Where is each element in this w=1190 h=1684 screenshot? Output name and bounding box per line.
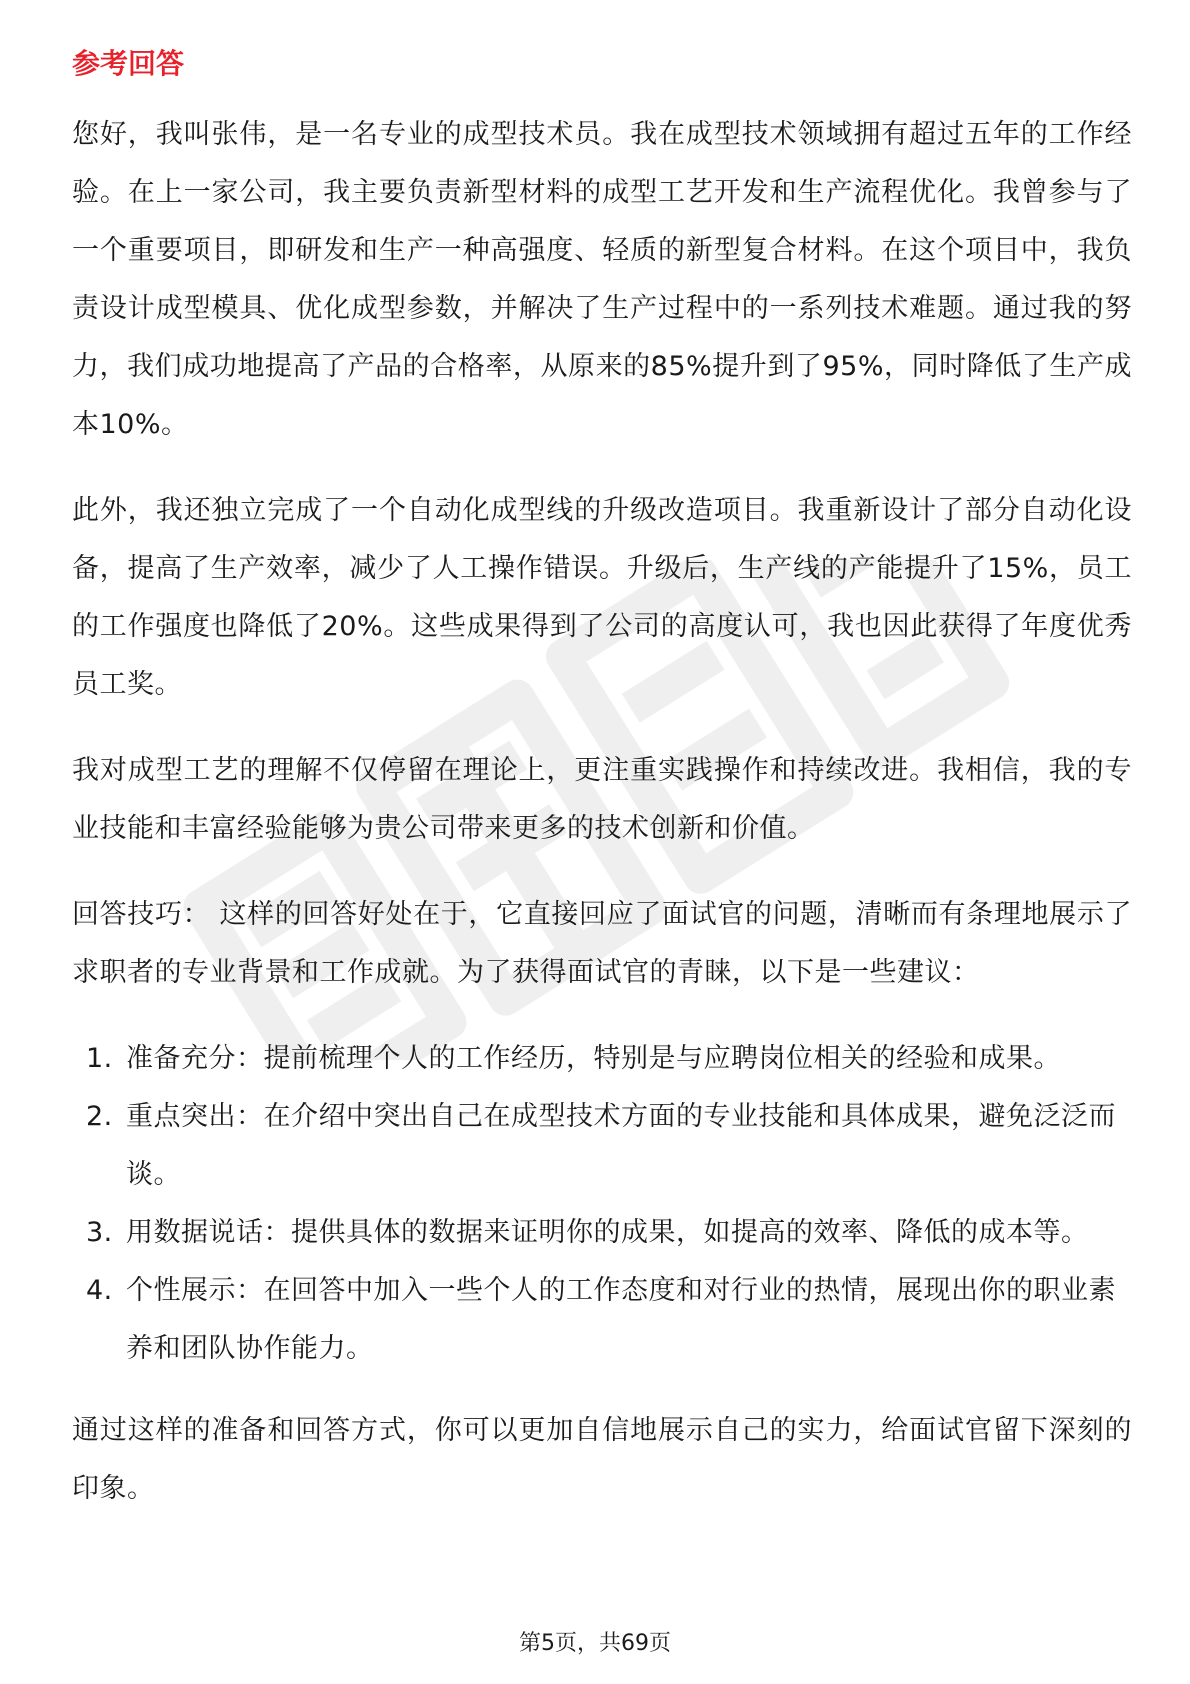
list-item [72, 1204, 1132, 1262]
list-item-text: 重点突出：在介绍中突出自己在成型技术方面的专业技能和具体成果，避免泛泛而谈。 [126, 1101, 1116, 1190]
document-body [72, 44, 1132, 1546]
list-item [72, 1262, 1132, 1378]
list-item-text: 个性展示：在回答中加入一些个人的工作态度和对行业的热情，展现出你的职业素养和团队协作能力。 [126, 1275, 1116, 1364]
list-item [72, 1030, 1132, 1088]
tips-list [72, 1030, 1132, 1378]
answer-paragraph-3: 我对成型工艺的理解不仅停留在理论上，更注重实践操作和持续改进。我相信，我的专业技能和丰富经验能够为贵公司带来更多的技术创新和价值。 [72, 755, 1132, 844]
section-title: 参考回答 [72, 47, 185, 80]
answer-paragraph-2: 此外，我还独立完成了一个自动化成型线的升级改造项目。我重新设计了部分自动化设备，提高了生产效率，减少了人工操作错误。升级后，生产线的产能提升了15%，员工的工作强度也降低了20%。这些成果得到了公司的高度认可，我也因此获得了年度优秀员工奖。 [72, 495, 1132, 700]
answer-paragraph-1: 您好，我叫张伟，是一名专业的成型技术员。我在成型技术领域拥有超过五年的工作经验。在上一家公司，我主要负责新型材料的成型工艺开发和生产流程优化。我曾参与了一个重要项目，即研发和生产一种高强度、轻质的新型复合材料。在这个项目中，我负责设计成型模具、优化成型参数，并解决了生产过程中的一系列技术难题。通过我的努力，我们成功地提高了产品的合格率，从原来的85%提升到了95%，同时降低了生产成本10%。 [72, 119, 1132, 440]
list-item [72, 1088, 1132, 1204]
page-number-footer: 第5页，共69页 [519, 1631, 671, 1656]
tips-intro: 回答技巧： 这样的回答好处在于，它直接回应了面试官的问题，清晰而有条理地展示了求职者的专业背景和工作成就。为了获得面试官的青睐，以下是一些建议： [72, 899, 1132, 988]
list-item-text: 准备充分：提前梳理个人的工作经历，特别是与应聘岗位相关的经验和成果。 [126, 1043, 1061, 1074]
list-item-number: 2. [86, 1101, 113, 1132]
list-item-text: 用数据说话：提供具体的数据来证明你的成果，如提高的效率、降低的成本等。 [126, 1217, 1089, 1248]
list-item-number: 4. [86, 1275, 113, 1306]
list-item-number: 1. [86, 1043, 113, 1074]
list-item-number: 3. [86, 1217, 113, 1248]
closing-paragraph: 通过这样的准备和回答方式，你可以更加自信地展示自己的实力，给面试官留下深刻的印象。 [72, 1415, 1132, 1504]
